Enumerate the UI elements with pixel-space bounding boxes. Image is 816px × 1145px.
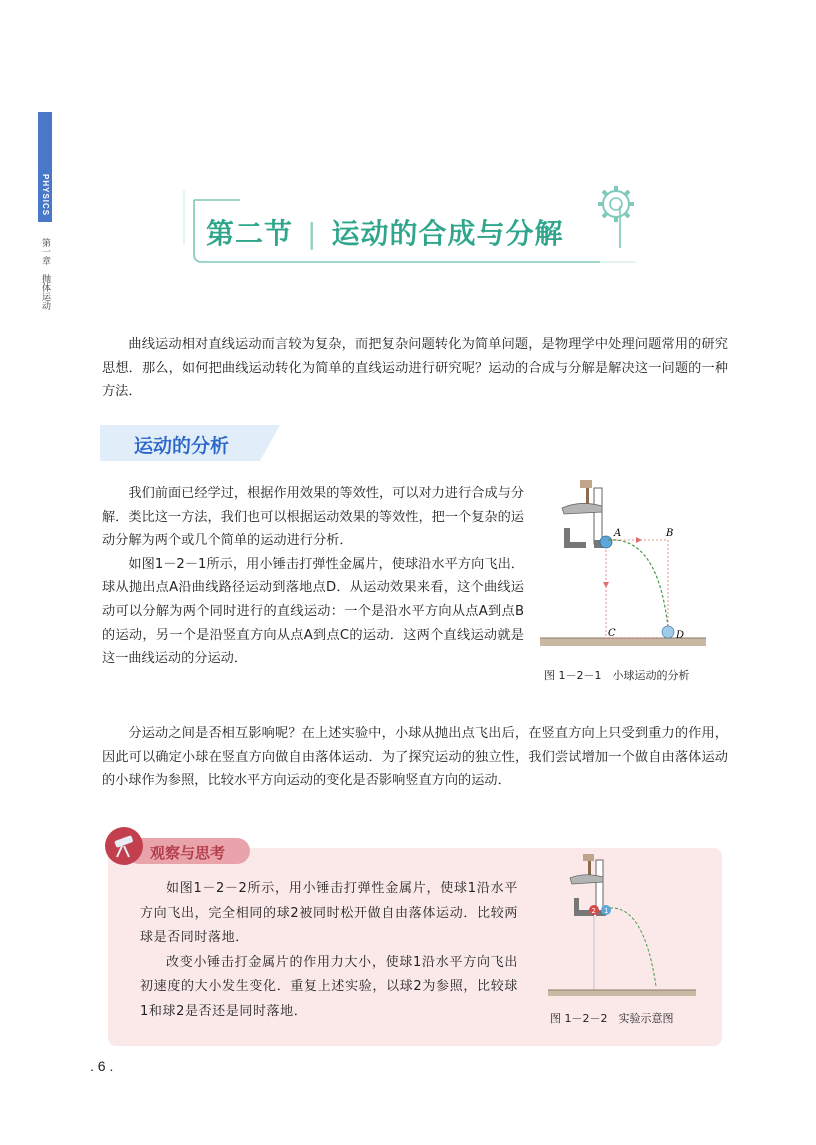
figure-1-2-1 [540, 478, 710, 653]
page-number: . 6 . [90, 1058, 114, 1074]
body-paragraph-1: 我们前面已经学过，根据作用效果的等效性，可以对力进行合成与分解．类比这一方法，我们也可以根据运动效果的等效性，把一个复杂的运动分解为两个或几个简单的运动进行分析． [102, 486, 525, 549]
figure-1-2-2 [548, 852, 698, 1002]
observe-think-title: 观察与思考 [150, 844, 226, 862]
body-paragraph-2: 如图1－2－1所示，用小锤击打弹性金属片，使球沿水平方向飞出．球从抛出点A沿曲线路径运动到落地点D．从运动效果来看，这个曲线运动可以分解为两个同时进行的直线运动：一个是沿水平方向从点A到点B的运动，另一个是沿竖直方向从点A到点C的运动．这两个直线运动就是这一曲线运动的分运动． [102, 556, 524, 667]
gear-icon [598, 186, 634, 222]
fig1-label-c: C [608, 628, 616, 639]
title-separator: | [307, 217, 318, 250]
side-tab-subject: PHYSICS [41, 173, 50, 217]
observe-paragraph-1: 如图1－2－2所示，用小锤击打弹性金属片，使球1沿水平方向飞出，完全相同的球2被同时松开做自由落体运动．比较两球是否同时落地． [140, 881, 518, 945]
side-tab-chapter: 第一章 抛体运动 [40, 238, 50, 310]
fig1-label-b: B [666, 528, 674, 539]
fig1-label-a: A [614, 528, 622, 539]
telescope-icon [104, 826, 144, 866]
title-section: 第二节 [206, 217, 294, 250]
figure-2-caption: 图 1－2－2 实验示意图 [550, 1012, 674, 1025]
page-title [206, 212, 563, 252]
body-column [102, 482, 524, 671]
intro-paragraph [102, 333, 728, 404]
figure-1-caption: 图 1－2－1 小球运动的分析 [544, 669, 690, 682]
observe-think-text [140, 877, 518, 1024]
observe-paragraph-2: 改变小锤击打金属片的作用力大小，使球1沿水平方向飞出初速度的大小发生变化．重复上述实验，以球2为参照，比较球1和球2是否还是同时落地． [140, 954, 518, 1019]
title-topic: 运动的合成与分解 [331, 217, 564, 250]
fig1-label-d: D [676, 630, 685, 641]
section-heading: 运动的分析 [134, 435, 230, 457]
body-paragraph-3: 分运动之间是否相互影响呢？在上述实验中，小球从抛出点飞出后，在竖直方向上只受到重力的作用，因此可以确定小球在竖直方向做自由落体运动．为了探究运动的独立性，我们尝试增加一个做自由落体运动的小球作为参照，比较水平方向运动的变化是否影响竖直方向的运动． [102, 726, 728, 789]
intro-text: 曲线运动相对直线运动而言较为复杂，而把复杂问题转化为简单问题，是物理学中处理问题常用的研究思想．那么，如何把曲线运动转化为简单的直线运动进行研究呢？运动的合成与分解是解决这一问题的一种方法． [102, 337, 728, 400]
fig2-ball-1-label: 1 [604, 907, 609, 915]
fig2-ball-2-label: 2 [591, 907, 596, 915]
body-paragraph-3-block [102, 722, 728, 793]
